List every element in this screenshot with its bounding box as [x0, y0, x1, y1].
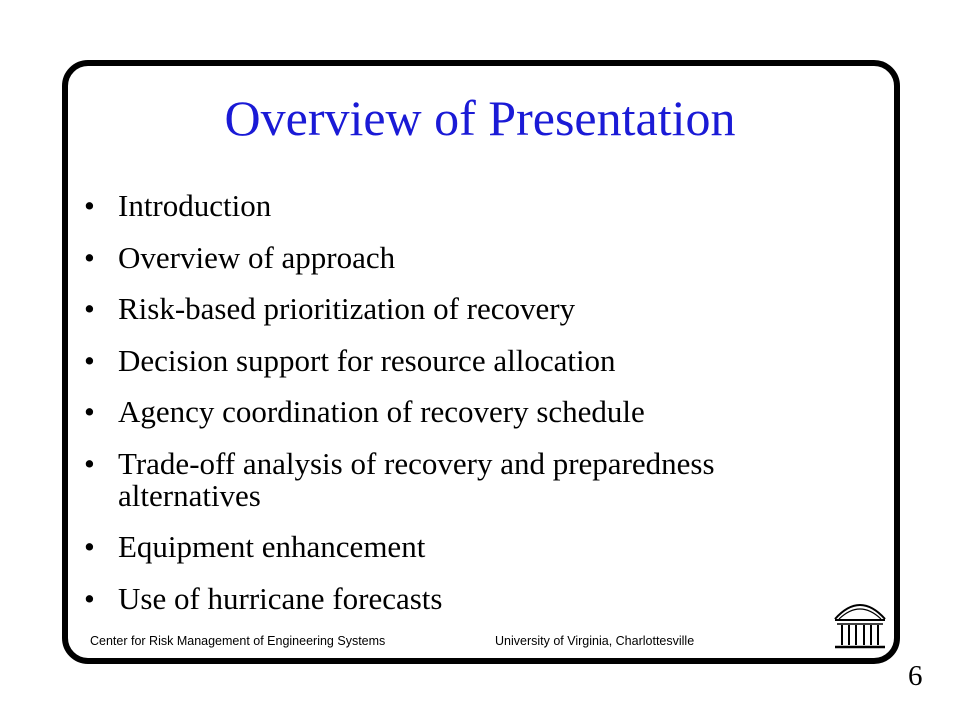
bullet-text: Equipment enhancement: [118, 529, 426, 564]
bullet-dot: •: [84, 291, 95, 326]
bullet-item: [78, 445, 848, 513]
footer-organization: Center for Risk Management of Engineering Systems: [90, 634, 386, 648]
rotunda-icon: [833, 597, 887, 651]
bullet-dot: •: [84, 580, 95, 616]
bullet-dot: •: [84, 239, 95, 275]
bullet-item: [78, 342, 848, 378]
bullet-text: Decision support for resource allocation: [118, 342, 616, 378]
bullet-text: Use of hurricane forecasts: [118, 580, 443, 616]
footer-university: University of Virginia, Charlottesville: [495, 634, 695, 648]
bullet-item: [78, 396, 848, 428]
bullet-dot: •: [84, 529, 95, 564]
bullet-list: [78, 190, 848, 634]
bullet-dot: •: [84, 394, 95, 429]
bullet-item: [78, 239, 848, 275]
bullet-text: Trade-off analysis of recovery and preparedness alternatives: [118, 445, 715, 513]
bullet-dot: •: [84, 188, 95, 223]
slide-title: Overview of Presentation: [224, 90, 736, 146]
bullet-text: Risk-based prioritization of recovery: [118, 291, 576, 326]
bullet-text: Introduction: [118, 188, 272, 223]
bullet-text: Overview of approach: [118, 239, 396, 275]
bullet-item: [78, 580, 848, 616]
page-number: 6: [908, 660, 923, 692]
bullet-item: [78, 190, 848, 222]
bullet-dot: •: [84, 342, 95, 378]
bullet-dot: •: [84, 445, 95, 481]
bullet-item: [78, 293, 848, 325]
bullet-text: Agency coordination of recovery schedule: [118, 394, 645, 429]
bullet-item: [78, 531, 848, 563]
